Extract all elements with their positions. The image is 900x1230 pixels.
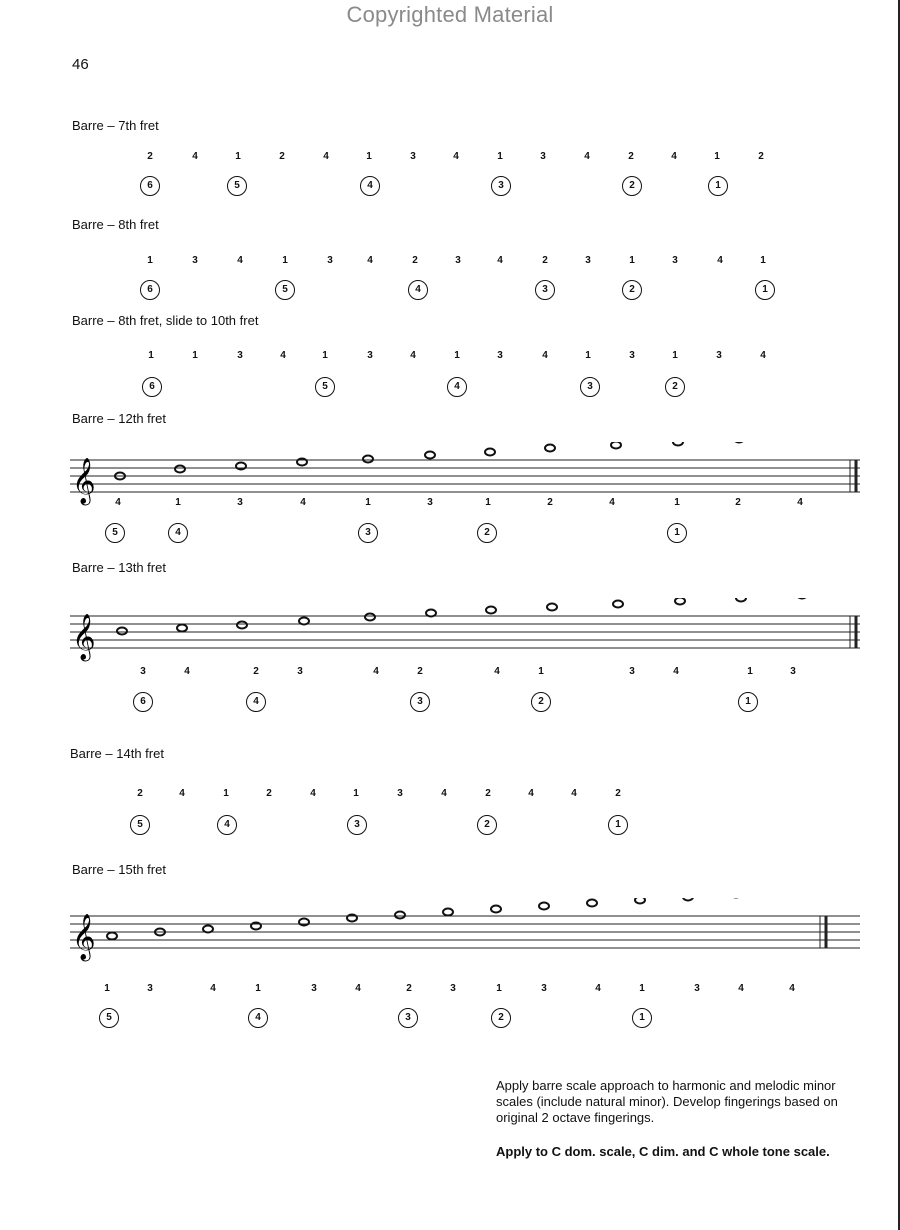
fingering-number: 4	[571, 788, 577, 799]
notes-15th	[107, 898, 789, 940]
instructions-bold-line: Apply to C dom. scale, C dim. and C whole tone scale.	[496, 1144, 830, 1159]
string-number-circle: 1	[738, 692, 758, 712]
fingering-number: 3	[192, 255, 198, 266]
fingering-number: 2	[279, 151, 285, 162]
copyright-watermark: Copyrighted Material	[346, 2, 554, 27]
fingering-number: 1	[353, 788, 359, 799]
string-number-circle: 6	[140, 280, 160, 300]
fingering-number: 1	[175, 497, 181, 508]
fingering-number: 3	[497, 350, 503, 361]
string-number-circle: 3	[358, 523, 378, 543]
fingering-number: 2	[547, 497, 553, 508]
fingering-number: 4	[115, 497, 121, 508]
fingering-number: 1	[629, 255, 635, 266]
fingering-number: 3	[540, 151, 546, 162]
string-number-circle: 4	[408, 280, 428, 300]
string-number-circle: 3	[347, 815, 367, 835]
fingering-number: 1	[585, 350, 591, 361]
fingering-number: 1	[104, 983, 110, 994]
fingering-number: 4	[738, 983, 744, 994]
treble-clef-icon: 𝄞	[72, 458, 96, 504]
page-number: 46	[72, 56, 89, 73]
string-number-circle: 5	[227, 176, 247, 196]
fingering-number: 3	[541, 983, 547, 994]
fingering-number: 4	[210, 983, 216, 994]
fingering-number: 4	[494, 666, 500, 677]
notes-12th	[115, 442, 805, 480]
fingering-number: 1	[282, 255, 288, 266]
fingering-number: 3	[147, 983, 153, 994]
fingering-number: 3	[694, 983, 700, 994]
fingering-number: 4	[671, 151, 677, 162]
fingering-number: 3	[410, 151, 416, 162]
string-number-circle: 3	[535, 280, 555, 300]
string-number-circle: 6	[133, 692, 153, 712]
string-number-circle: 1	[632, 1008, 652, 1028]
string-number-circle: 2	[491, 1008, 511, 1028]
string-number-circle: 4	[217, 815, 237, 835]
fingering-number: 2	[542, 255, 548, 266]
string-number-circle: 4	[168, 523, 188, 543]
fingering-number: 3	[672, 255, 678, 266]
string-number-circle: 1	[608, 815, 628, 835]
fingering-number: 2	[147, 151, 153, 162]
fingering-number: 1	[148, 350, 154, 361]
string-number-circle: 6	[142, 377, 162, 397]
fingering-number: 1	[714, 151, 720, 162]
fingering-number: 4	[717, 255, 723, 266]
fingering-number: 2	[615, 788, 621, 799]
string-number-circle: 2	[665, 377, 685, 397]
treble-clef-icon: 𝄞	[72, 614, 96, 660]
fingering-number: 4	[453, 151, 459, 162]
string-number-circle: 2	[622, 280, 642, 300]
instructions-paragraph: Apply barre scale approach to harmonic and melodic minor scales (include natural minor). Develop fingerings based on original 2 octave fingerings.	[496, 1078, 838, 1125]
string-number-circle: 3	[491, 176, 511, 196]
fingering-number: 4	[367, 255, 373, 266]
string-number-circle: 2	[531, 692, 551, 712]
fingering-number: 2	[628, 151, 634, 162]
fingering-number: 3	[790, 666, 796, 677]
fingering-number: 1	[747, 666, 753, 677]
fingering-number: 4	[584, 151, 590, 162]
string-number-circle: 3	[580, 377, 600, 397]
fingering-number: 4	[237, 255, 243, 266]
fingering-number: 2	[137, 788, 143, 799]
fingering-number: 1	[496, 983, 502, 994]
fingering-number: 3	[367, 350, 373, 361]
fingering-number: 4	[373, 666, 379, 677]
fingering-number: 1	[672, 350, 678, 361]
string-number-circle: 1	[755, 280, 775, 300]
fingering-number: 3	[450, 983, 456, 994]
fingering-number: 4	[441, 788, 447, 799]
section-title-8th-fret: Barre – 8th fret	[72, 217, 159, 232]
treble-clef-icon: 𝄞	[72, 914, 96, 960]
section-title-8th-slide: Barre – 8th fret, slide to 10th fret	[72, 313, 259, 328]
fingering-number: 3	[397, 788, 403, 799]
fingering-number: 1	[485, 497, 491, 508]
fingering-number: 4	[300, 497, 306, 508]
fingering-number: 3	[629, 350, 635, 361]
string-number-circle: 5	[99, 1008, 119, 1028]
fingering-number: 4	[280, 350, 286, 361]
staff-15th-fret	[70, 898, 860, 968]
fingering-number: 1	[365, 497, 371, 508]
string-number-circle: 2	[477, 815, 497, 835]
fingering-number: 4	[410, 350, 416, 361]
fingering-number: 3	[237, 350, 243, 361]
fingering-number: 1	[639, 983, 645, 994]
fingering-number: 4	[323, 151, 329, 162]
fingering-number: 4	[542, 350, 548, 361]
fingering-number: 4	[355, 983, 361, 994]
string-number-circle: 3	[398, 1008, 418, 1028]
fingering-number: 3	[427, 497, 433, 508]
string-number-circle: 4	[447, 377, 467, 397]
fingering-number: 1	[454, 350, 460, 361]
fingering-number: 3	[297, 666, 303, 677]
staff-13th-fret	[70, 598, 860, 668]
fingering-number: 4	[497, 255, 503, 266]
fingering-number: 3	[716, 350, 722, 361]
section-title-15th-fret: Barre – 15th fret	[72, 862, 166, 877]
fingering-number: 1	[538, 666, 544, 677]
string-number-circle: 5	[105, 523, 125, 543]
fingering-number: 3	[140, 666, 146, 677]
string-number-circle: 5	[275, 280, 295, 300]
fingering-number: 4	[797, 497, 803, 508]
fingering-number: 1	[760, 255, 766, 266]
string-number-circle: 3	[410, 692, 430, 712]
string-number-circle: 6	[140, 176, 160, 196]
section-title-12th-fret: Barre – 12th fret	[72, 411, 166, 426]
section-title-14th-fret: Barre – 14th fret	[70, 746, 164, 761]
fingering-number: 4	[528, 788, 534, 799]
fingering-number: 1	[223, 788, 229, 799]
fingering-number: 2	[406, 983, 412, 994]
fingering-number: 4	[184, 666, 190, 677]
fingering-number: 3	[327, 255, 333, 266]
string-number-circle: 2	[477, 523, 497, 543]
string-number-circle: 1	[708, 176, 728, 196]
fingering-number: 4	[760, 350, 766, 361]
fingering-number: 3	[237, 497, 243, 508]
fingering-number: 1	[366, 151, 372, 162]
string-number-circle: 1	[667, 523, 687, 543]
fingering-number: 1	[322, 350, 328, 361]
fingering-number: 1	[497, 151, 503, 162]
staff-12th-fret	[70, 442, 860, 512]
fingering-number: 2	[758, 151, 764, 162]
fingering-number: 1	[235, 151, 241, 162]
fingering-number: 2	[412, 255, 418, 266]
section-title-13th-fret: Barre – 13th fret	[72, 560, 166, 575]
fingering-number: 4	[789, 983, 795, 994]
fingering-number: 4	[595, 983, 601, 994]
fingering-number: 1	[147, 255, 153, 266]
fingering-number: 3	[585, 255, 591, 266]
fingering-number: 2	[417, 666, 423, 677]
fingering-number: 1	[255, 983, 261, 994]
fingering-number: 3	[455, 255, 461, 266]
fingering-number: 2	[735, 497, 741, 508]
string-number-circle: 4	[360, 176, 380, 196]
string-number-circle: 5	[130, 815, 150, 835]
fingering-number: 2	[253, 666, 259, 677]
fingering-number: 3	[311, 983, 317, 994]
fingering-number: 4	[609, 497, 615, 508]
section-title-7th-fret: Barre – 7th fret	[72, 118, 159, 133]
fingering-number: 4	[310, 788, 316, 799]
fingering-number: 4	[673, 666, 679, 677]
fingering-number: 4	[179, 788, 185, 799]
string-number-circle: 4	[248, 1008, 268, 1028]
fingering-number: 1	[192, 350, 198, 361]
fingering-number: 1	[674, 497, 680, 508]
fingering-number: 2	[266, 788, 272, 799]
string-number-circle: 4	[246, 692, 266, 712]
fingering-number: 3	[629, 666, 635, 677]
fingering-number: 4	[192, 151, 198, 162]
string-number-circle: 5	[315, 377, 335, 397]
string-number-circle: 2	[622, 176, 642, 196]
fingering-number: 2	[485, 788, 491, 799]
